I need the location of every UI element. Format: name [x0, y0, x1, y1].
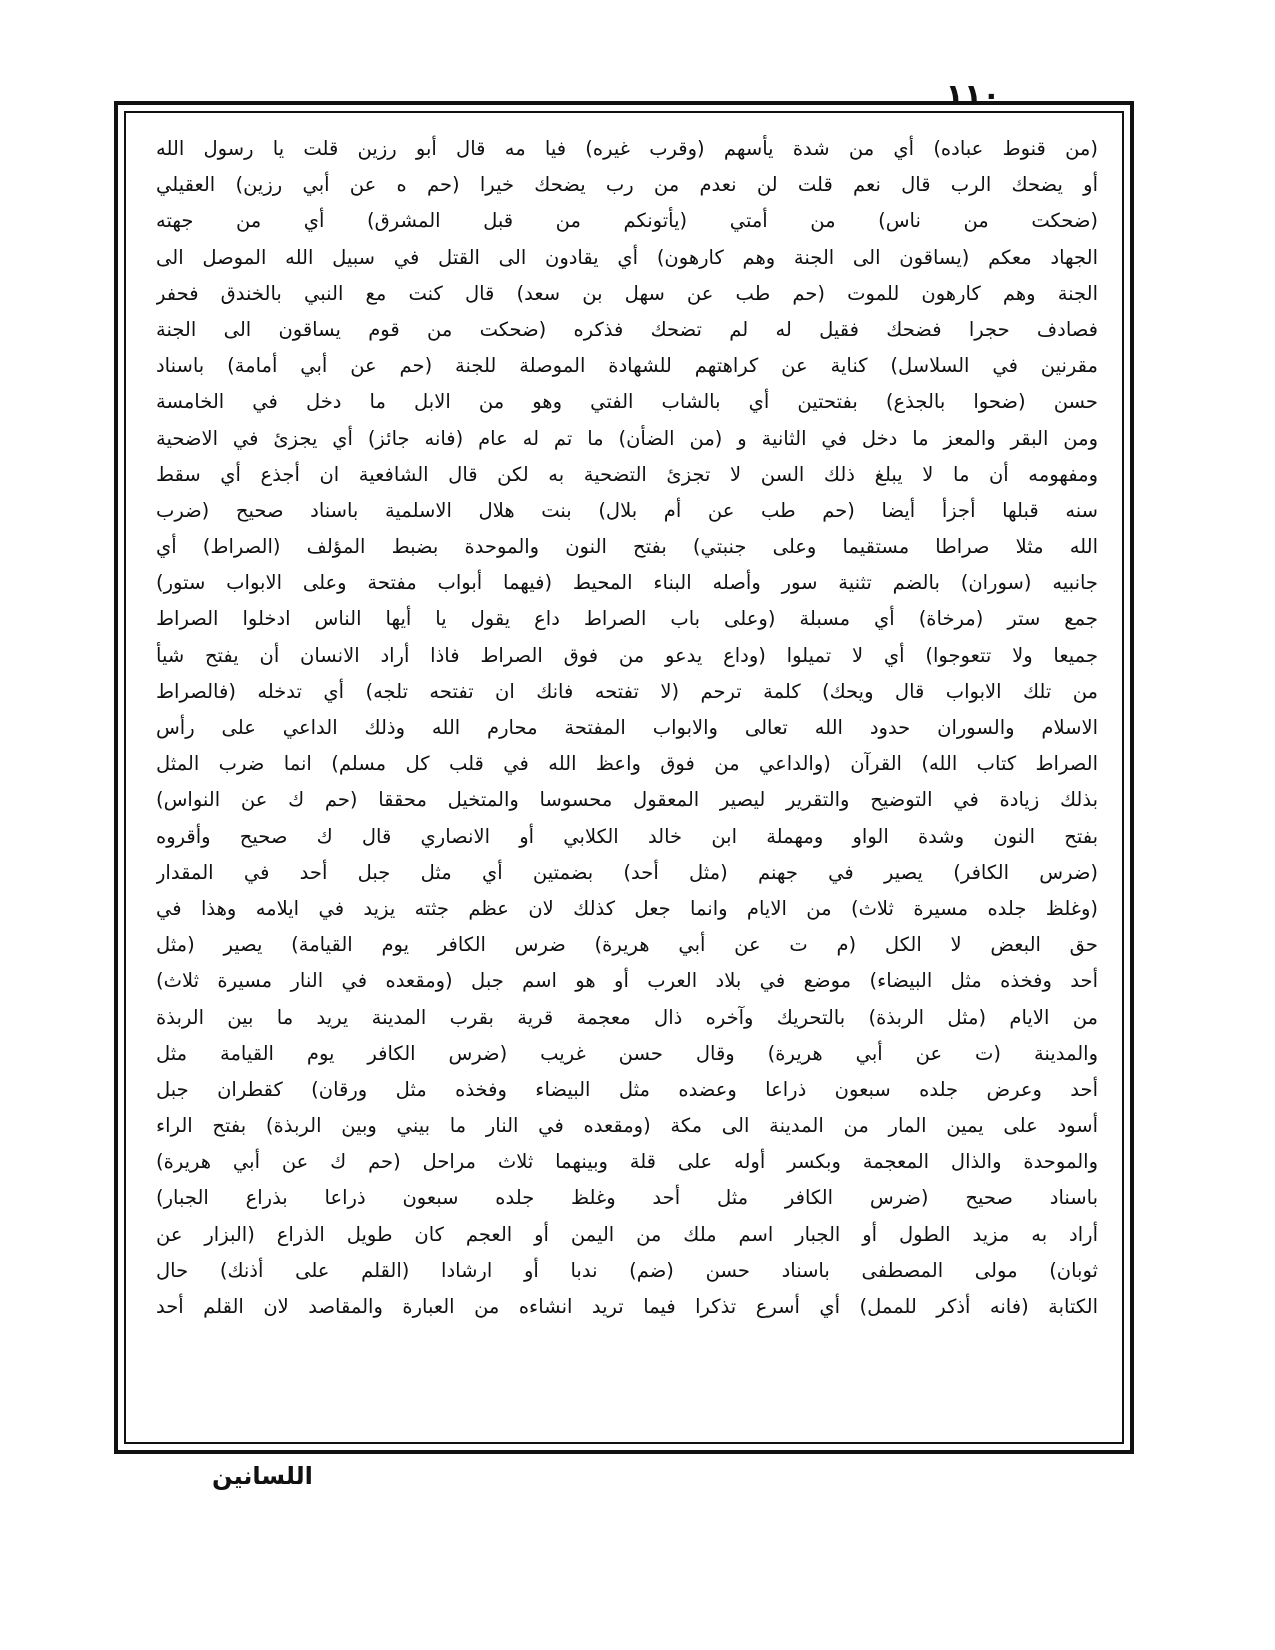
text-line: ومن البقر والمعز ما دخل في الثانية و (من الضأن) ما تم له عام (فانه جائز) أي يجزئ في الاضحية — [156, 426, 1098, 450]
text-line: من الايام (مثل الربذة) بالتحريك وآخره ذال معجمة قرية بقرب المدينة يريد ما بين الربذة — [156, 1005, 1098, 1029]
text-line: سنه قبلها أجزأ أيضا (حم طب عن أم بلال) بنت هلال الاسلمية باسناد صحيح (ضرب — [156, 498, 1098, 522]
text-line: الجهاد معكم (يساقون الى الجنة وهم كارهون) أي يقادون الى القتل في سبيل الله الموصل الى — [156, 245, 1098, 269]
catchword: اللسانين — [212, 1462, 313, 1490]
text-line: أحد وعرض جلده سبعون ذراعا وعضده مثل البيضاء وفخذه مثل ورقان) كقطران جبل — [156, 1077, 1098, 1101]
text-line: جميعا ولا تتعوجوا) أي لا تميلوا (وداع يدعو من فوق الصراط فاذا أراد الانسان أن يفتح شيأ — [156, 643, 1098, 667]
text-line: حق البعض لا الكل (م ت عن أبي هريرة) ضرس الكافر يوم القيامة) يصير (مثل — [156, 933, 1098, 957]
text-line: الجنة وهم كارهون للموت (حم طب عن سهل بن سعد) قال كنت مع النبي بالخندق فحفر — [156, 281, 1098, 305]
text-line: بذلك زيادة في التوضيح والتقرير ليصير المعقول محسوسا والمتخيل محققا (حم ك عن النواس) — [156, 788, 1098, 812]
text-line: أراد به مزيد الطول أو الجبار اسم ملك من اليمن أو العجم كان طويل الذراع (البزار عن — [156, 1222, 1098, 1246]
text-line: حسن (ضحوا بالجذع) بفتحتين أي بالشاب الفتي وهو من الابل ما دخل في الخامسة — [156, 390, 1098, 414]
text-line: بفتح النون وشدة الواو ومهملة ابن خالد الكلابي أو الانصاري قال ك صحيح وأقروه — [156, 824, 1098, 848]
text-line: (ضرس الكافر) يصير في جهنم (مثل أحد) بضمتين أي مثل جبل أحد في المقدار — [156, 860, 1098, 884]
page-frame-inner — [124, 111, 1124, 1444]
text-line: أسود على يمين المار من المدينة الى مكة (ومقعده في النار ما بيني وبين الربذة) بفتح الراء — [156, 1114, 1098, 1138]
text-line: ثوبان) مولى المصطفى باسناد حسن (ضم) ندبا أو ارشادا (القلم على أذنك) حال — [156, 1258, 1098, 1282]
text-line: والموحدة والذال المعجمة وبكسر أوله على قلة وبينهما ثلاث مراحل (حم ك عن أبي هريرة) — [156, 1150, 1098, 1174]
text-line: مقرنين في السلاسل) كناية عن كراهتهم للشهادة الموصلة للجنة (حم عن أبي أمامة) باسناد — [156, 354, 1098, 378]
text-line: أحد وفخذه مثل البيضاء) موضع في بلاد العرب أو هو اسم جبل (ومقعده في النار مسيرة ثلاث) — [156, 969, 1098, 993]
text-line: والمدينة (ت عن أبي هريرة) وقال حسن غريب (ضرس الكافر يوم القيامة مثل — [156, 1041, 1098, 1065]
text-line: (من قنوط عباده) أي من شدة يأسهم (وقرب غيره) فيا مه قال أبو رزين قلت يا رسول الله — [156, 137, 1098, 160]
text-line: أو يضحك الرب قال نعم قلت لن نعدم من رب يضحك خيرا (حم ه عن أبي رزين) العقيلي — [156, 173, 1098, 197]
page-number: ١١٠ — [945, 78, 1001, 113]
text-line: الاسلام والسوران حدود الله تعالى والابواب المفتحة محارم الله وذلك الداعي على رأس — [156, 716, 1098, 739]
text-line: ومفهومه أن ما لا يبلغ ذلك السن لا تجزئ التضحية به لكن قال الشافعية ان أجذع أي سقط — [156, 462, 1098, 486]
text-line: فصادف حجرا فضحك فقيل له لم تضحك فذكره (ضحكت من قوم يساقون الى الجنة — [156, 317, 1098, 341]
text-line: جانبيه (سوران) بالضم تثنية سور وأصله البناء المحيط (فيهما أبواب مفتحة وعلى الابواب ستور) — [156, 571, 1098, 595]
text-line: باسناد صحيح (ضرس الكافر مثل أحد وغلظ جلده سبعون ذراعا بذراع الجبار) — [156, 1186, 1098, 1210]
page-frame — [114, 101, 1134, 1454]
text-line: الصراط كتاب الله) القرآن (والداعي من فوق واعظ الله في قلب كل مسلم) انما ضرب المثل — [156, 752, 1098, 776]
text-line: جمع ستر (مرخاة) أي مسبلة (وعلى باب الصراط داع يقول يا أيها الناس ادخلوا الصراط — [156, 607, 1098, 631]
text-line: (ضحكت من ناس) من أمتي (يأتونكم من قبل المشرق) أي من جهته — [156, 209, 1098, 233]
text-line: من تلك الابواب قال ويحك) كلمة ترحم (لا تفتحه فانك ان تفتحه تلجه) أي تدخله (فالصراط — [156, 679, 1098, 703]
text-line: (وغلظ جلده مسيرة ثلاث) من الايام وانما جعل كذلك لان عظم جثته يزيد في ايلامه وهذا في — [156, 896, 1098, 920]
text-body — [156, 131, 1098, 1430]
text-line: الله مثلا صراطا مستقيما وعلى جنبتي) بفتح النون والموحدة بضبط المؤلف (الصراط) أي — [156, 535, 1098, 559]
text-line: الكتابة (فانه أذكر للممل) أي أسرع تذكرا فيما تريد انشاءه من العبارة والمقاصد لان القلم أحد — [156, 1295, 1098, 1318]
